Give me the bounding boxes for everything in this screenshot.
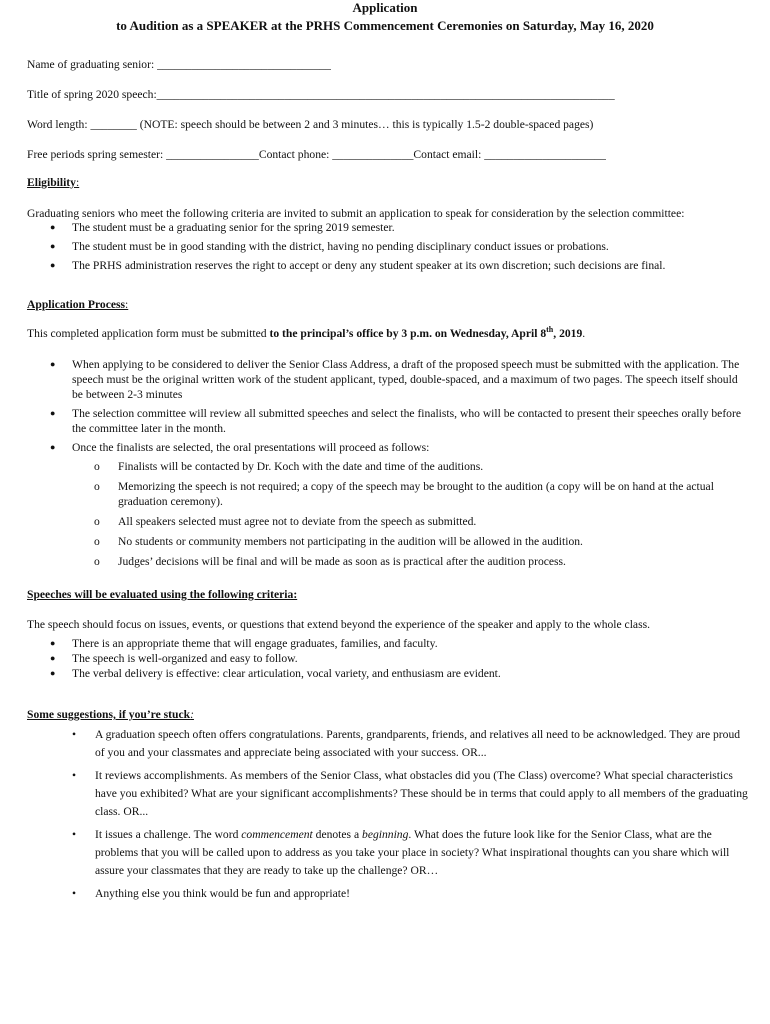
list-item: • A graduation speech often offers congratulations. Parents, grandparents, friends, and relatives all need to be acknowledged. They are proud of you and your classmates and appreciate being associated with your success. OR... bbox=[95, 726, 750, 762]
process-intro: This completed application form must be submitted to the principal’s office by 3 p.m. on Wednesday, April 8th, 2019. bbox=[27, 325, 586, 340]
speech-title-field[interactable]: Title of spring 2020 speech:_______________________________________________________________________________ bbox=[27, 88, 615, 101]
name-field[interactable]: Name of graduating senior: ______________________________ bbox=[27, 58, 331, 71]
list-item: ● There is an appropriate theme that will engage graduates, families, and faculty. bbox=[72, 636, 752, 651]
suggestions-heading: Some suggestions, if you’re stuck: bbox=[27, 708, 194, 721]
list-item: ● The verbal delivery is effective: clear articulation, vocal variety, and enthusiasm are evident. bbox=[72, 666, 752, 681]
eligibility-heading: Eligibility: bbox=[27, 176, 80, 189]
application-process-heading: Application Process: bbox=[27, 298, 129, 311]
sub-list-item: o Memorizing the speech is not required; a copy of the speech may be brought to the audition (a copy will be on hand at the actual graduation ceremony). bbox=[118, 479, 740, 509]
list-item: ● The speech is well-organized and easy to follow. bbox=[72, 651, 752, 666]
audition-steps-list bbox=[118, 459, 740, 569]
document-title: Application bbox=[352, 0, 418, 15]
process-list bbox=[72, 357, 742, 455]
list-item: ● When applying to be considered to deliver the Senior Class Address, a draft of the proposed speech must be submitted with the application. The speech must be the original written work of the student applicant, typed, double-spaced, and a maximum of two pages. The speech itself should be between 2-3 minutes bbox=[72, 357, 742, 402]
list-item: ● The student must be in good standing with the district, having no pending disciplinary conduct issues or probations. bbox=[72, 239, 752, 254]
sub-list-item: o No students or community members not participating in the audition will be allowed in the audition. bbox=[118, 534, 740, 549]
list-item: ● The selection committee will review all submitted speeches and select the finalists, who will be contacted to present their speeches orally before the committee later in the month. bbox=[72, 406, 742, 436]
sub-list-item: o Finalists will be contacted by Dr. Koch with the date and time of the auditions. bbox=[118, 459, 740, 474]
criteria-intro: The speech should focus on issues, events, or questions that extend beyond the experience of the speaker and apply to the whole class. bbox=[27, 618, 650, 631]
sub-list-item: o All speakers selected must agree not to deviate from the speech as submitted. bbox=[118, 514, 740, 529]
document-subtitle: to Audition as a SPEAKER at the PRHS Commencement Ceremonies on Saturday, May 16, 2020 bbox=[116, 18, 654, 33]
list-item: • It issues a challenge. The word commencement denotes a beginning. What does the future look like for the Senior Class, what are the problems that you will be called upon to address as you take your place in society? What inspirational thoughts can you share which will assure your classmates that they are ready to take up the challenge? OR… bbox=[95, 826, 750, 880]
list-item: ● Once the finalists are selected, the oral presentations will proceed as follows: bbox=[72, 440, 742, 455]
list-item: • It reviews accomplishments. As members of the Senior Class, what obstacles did you (The Class) overcome? What special characteristics have you exhibited? What are your significant accomplishments? These should be in terms that could apply to all members of the graduating class. OR... bbox=[95, 767, 750, 821]
criteria-list bbox=[72, 636, 752, 681]
list-item: ● The PRHS administration reserves the right to accept or deny any student speaker at its own discretion; such decisions are final. bbox=[72, 258, 752, 273]
eligibility-intro: Graduating seniors who meet the following criteria are invited to submit an application to speak for consideration by the selection committee: bbox=[27, 207, 685, 220]
contact-fields[interactable]: Free periods spring semester: ________________Contact phone: ______________Contact email: _____________________ bbox=[27, 148, 606, 161]
suggestions-list bbox=[95, 726, 750, 903]
word-length-field[interactable]: Word length: ________ (NOTE: speech should be between 2 and 3 minutes… this is typically 1.5-2 double-spaced pages) bbox=[27, 118, 594, 131]
eligibility-list bbox=[72, 220, 752, 273]
sub-list-item: o Judges’ decisions will be final and will be made as soon as is practical after the audition process. bbox=[118, 554, 740, 569]
criteria-heading: Speeches will be evaluated using the following criteria: bbox=[27, 588, 298, 601]
list-item: • Anything else you think would be fun and appropriate! bbox=[95, 885, 750, 903]
list-item: ● The student must be a graduating senior for the spring 2019 semester. bbox=[72, 220, 752, 235]
